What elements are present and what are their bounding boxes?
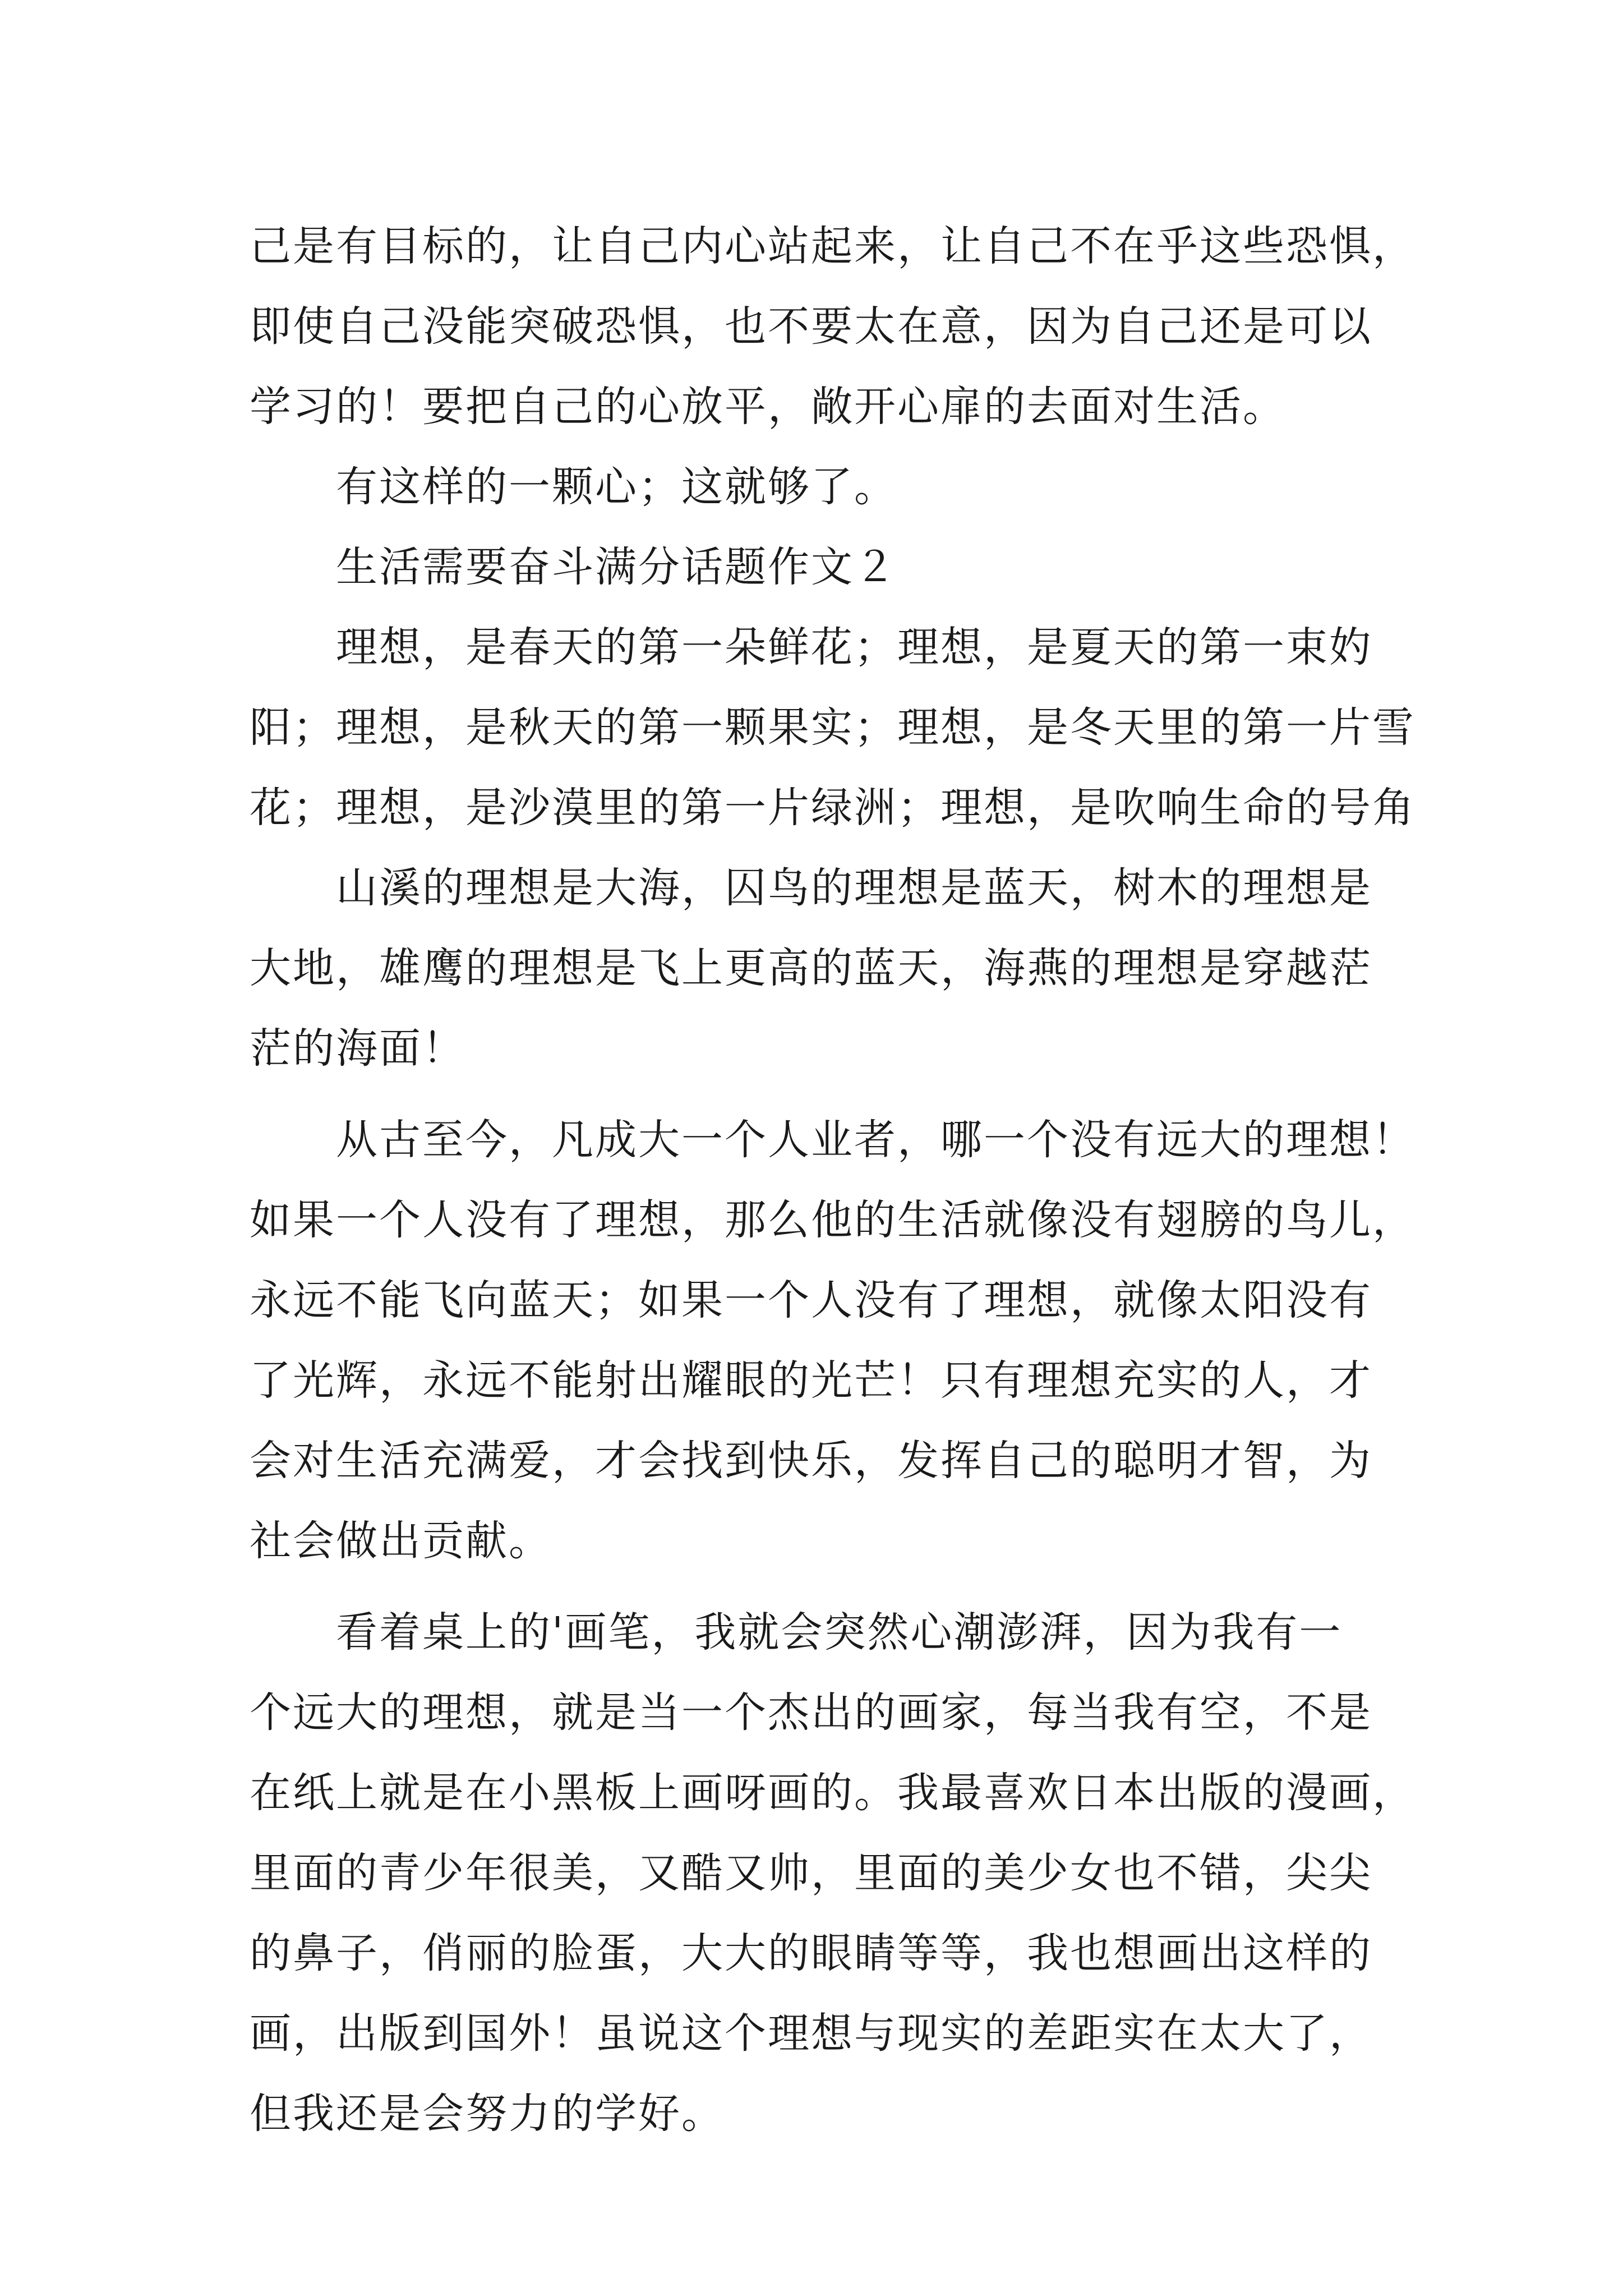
text-line: 社会做出贡献。 xyxy=(250,1517,552,1565)
paragraph xyxy=(250,848,1394,1089)
paragraph xyxy=(250,1593,1415,2154)
text-line: 但我还是会努力的学好。 xyxy=(250,2090,725,2138)
text-line: 在纸上就是在小黑板上画呀画的。我最喜欢日本出版的漫画， xyxy=(250,1769,1415,1817)
paragraph xyxy=(250,447,1394,527)
section-heading xyxy=(250,527,1394,608)
text-line: 茫的海面！ xyxy=(250,1024,465,1073)
document-body xyxy=(250,206,1415,2154)
text-line: 如果一个人没有了理想，那么他的生活就像没有翅膀的鸟儿， xyxy=(250,1196,1415,1244)
text-line: 花；理想，是沙漠里的第一片绿洲；理想，是吹响生命的号角 xyxy=(250,784,1415,832)
text-line: 永远不能飞向蓝天；如果一个人没有了理想，就像太阳没有 xyxy=(250,1276,1372,1324)
text-line: 看着桌上的'画笔，我就会突然心潮澎湃，因为我有一 xyxy=(336,1608,1343,1657)
paragraph xyxy=(250,1100,1415,1581)
text-line: 里面的青少年很美，又酷又帅，里面的美少女也不错，尖尖 xyxy=(250,1849,1372,1897)
text-line: 阳；理想，是秋天的第一颗果实；理想，是冬天里的第一片雪 xyxy=(250,703,1415,752)
text-line: 学习的！要把自己的心放平，敞开心扉的去面对生活。 xyxy=(250,383,1286,431)
text-line: 了光辉，永远不能射出耀眼的光芒！只有理想充实的人，才 xyxy=(250,1356,1372,1405)
text-line: 有这样的一颗心；这就够了。 xyxy=(336,463,897,511)
text-line: 大地，雄鹰的理想是飞上更高的蓝天，海燕的理想是穿越茫 xyxy=(250,944,1372,992)
text-line: 山溪的理想是大海，囚鸟的理想是蓝天，树木的理想是 xyxy=(336,864,1372,912)
text-line: 会对生活充满爱，才会找到快乐，发挥自己的聪明才智，为 xyxy=(250,1437,1372,1485)
text-line: 个远大的理想，就是当一个杰出的画家，每当我有空，不是 xyxy=(250,1688,1372,1737)
text-line: 己是有目标的，让自己内心站起来，让自己不在乎这些恐惧， xyxy=(250,222,1415,270)
text-line: 从古至今，凡成大一个人业者，哪一个没有远大的理想！ xyxy=(336,1116,1415,1164)
text-line: 理想，是春天的第一朵鲜花；理想，是夏天的第一束妁 xyxy=(336,623,1372,671)
text-line: 的鼻子，俏丽的脸蛋，大大的眼睛等等，我也想画出这样的 xyxy=(250,1929,1372,1977)
paragraph xyxy=(250,206,1415,447)
heading-line: 生活需要奋斗满分话题作文２ xyxy=(336,543,897,591)
text-line: 画，出版到国外！虽说这个理想与现实的差距实在太大了， xyxy=(250,2009,1372,2058)
text-line: 即使自己没能突破恐惧，也不要太在意，因为自己还是可以 xyxy=(250,302,1372,351)
paragraph xyxy=(250,608,1415,848)
